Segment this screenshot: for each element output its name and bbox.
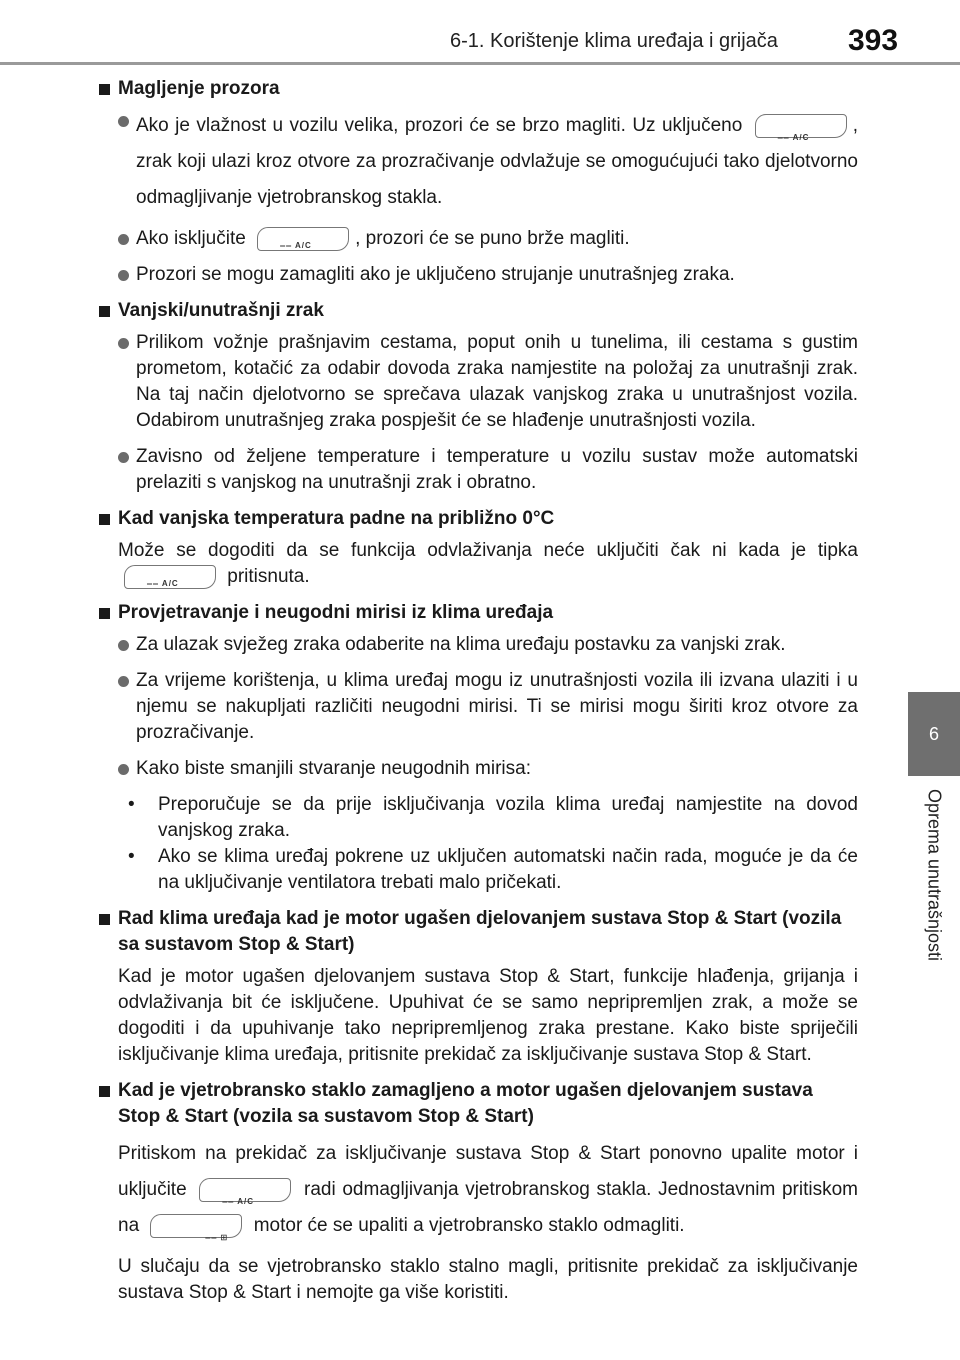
ac-button-icon (257, 227, 349, 251)
page-content (96, 76, 858, 1306)
sub-bullet-item: • Ako se klima uređaj pokrene uz uključen automatski način rada, moguće je da će na uključivanje ventilatora trebati malo pričekati. (118, 844, 858, 896)
ac-label: ══ A/C (778, 120, 810, 157)
paragraph (96, 538, 858, 590)
bullet-item (96, 226, 858, 252)
paragraph (96, 1136, 858, 1244)
paragraph: U slučaju da se vjetrobransko staklo stalno magli, pritisnite prekidač za isključivanje sustava Stop & Start i nemojte ga više koristiti. (118, 1256, 858, 1303)
bullet-text: Ako isključite (136, 228, 246, 249)
section-heading: Provjetravanje i neugodni mirisi iz klima uređaja (96, 600, 858, 626)
section-heading: Rad klima uređaja kad je motor ugašen djelovanjem sustava Stop & Start (vozila sa sustavom Stop & Start) (96, 906, 858, 958)
bullet-item: Zavisno od željene temperature i temperature u vozilu sustav može automatski prelaziti s vanjskog na unutrašnji zrak i obratno. (96, 444, 858, 496)
paragraph-text: Pritiskom na prekidač za isključivanje sustava Stop & Start ponovno upalite motor i uključite (118, 1143, 858, 1200)
bullet-item: Za vrijeme korištenja, u klima uređaj mogu iz unutrašnjosti vozila ili izvana ulaziti i u njemu se nakupljati različiti neugodni mirisi. Ti se mirisi mogu širiti kroz otvore za prozračivanje. (96, 668, 858, 746)
paragraph-text: motor će se upaliti a vjetrobransko staklo odmagliti. (253, 1215, 685, 1236)
bullet-text: Ako je vlažnost u vozilu velika, prozori će se brzo magliti. Uz uključeno (136, 115, 743, 136)
bullet-text: , zrak koji ulazi kroz otvore za prozračivanje odvlažuje se omogućujući tako djelotvorno odmagljivanje vjetrobranskog stakla. (136, 115, 858, 208)
defrost-button-icon (150, 1214, 242, 1242)
section-heading: Vanjski/unutrašnji zrak (96, 298, 858, 324)
header-section-title: 6-1. Korištenje klima uređaja i grijača (450, 30, 778, 52)
bullet-item: Kako biste smanjili stvaranje neugodnih mirisa: (96, 756, 858, 782)
chapter-title: Oprema unutrašnjosti (924, 788, 945, 962)
section-heading: Magljenje prozora (96, 76, 858, 102)
paragraph-text: radi odmagljivanja vjetrobranskog stakla. Jednostavnim pritiskom na (118, 1179, 858, 1236)
bullet-item: Prozori se mogu zamagliti ako je uključeno strujanje unutrašnjeg zraka. (96, 262, 858, 288)
bullet-item: Za ulazak svježeg zraka odaberite na klima uređaju postavku za vanjski zrak. (96, 632, 858, 658)
section-heading: Kad je vjetrobransko staklo zamagljeno a motor ugašen djelovanjem sustava Stop & Start (vozila sa sustavom Stop & Start) (96, 1078, 858, 1130)
ac-label: ══ A/C (147, 571, 179, 598)
defrost-label: ══ ⊞ (205, 1220, 228, 1257)
page-number: 393 (848, 24, 899, 57)
ac-label: ══ A/C (222, 1184, 254, 1221)
paragraph: Kad je motor ugašen djelovanjem sustava Stop & Start, funkcije hlađenja, grijanja i odvlaživanja bit će isključene. Upuhivat će se samo nepripremljen zrak, a može se dogoditi i da upuhivanje tako nepripremljenog zraka prestane. Kako biste spriječili isključivanje klima uređaja, pritisnite prekidač za isključivanje sustava Stop & Start. (118, 966, 858, 1065)
chapter-number-tab: 6 (908, 692, 960, 776)
paragraph-text: Može se dogoditi da se funkcija odvlaživanja neće uključiti čak ni kada je tipka (118, 540, 858, 561)
header-divider (0, 62, 960, 65)
bullet-item (96, 108, 858, 216)
sub-bullet-item: • Preporučuje se da prije isključivanja vozila klima uređaj namjestite na dovod vanjskog zraka. (118, 792, 858, 844)
bullet-item: Prilikom vožnje prašnjavim cestama, poput onih u tunelima, ili cestama s gustim prometom, kotačić za odabir dovoda zraka namjestite na položaj za unutrašnji zrak. Na taj način djelotvorno se sprečava ulazak vanjskog zraka u unutrašnjost vozila. Odabirom unutrašnjeg zraka pospješit će se hlađenje unutrašnjosti vozila. (96, 330, 858, 434)
ac-button-icon (755, 114, 847, 142)
paragraph-text: pritisnuta. (227, 566, 310, 587)
ac-label: ══ A/C (280, 233, 312, 260)
ac-button-icon (199, 1178, 291, 1206)
section-heading: Kad vanjska temperatura padne na približno 0°C (96, 506, 858, 532)
ac-button-icon (124, 565, 216, 589)
bullet-text: , prozori će se puno brže magliti. (355, 228, 630, 249)
